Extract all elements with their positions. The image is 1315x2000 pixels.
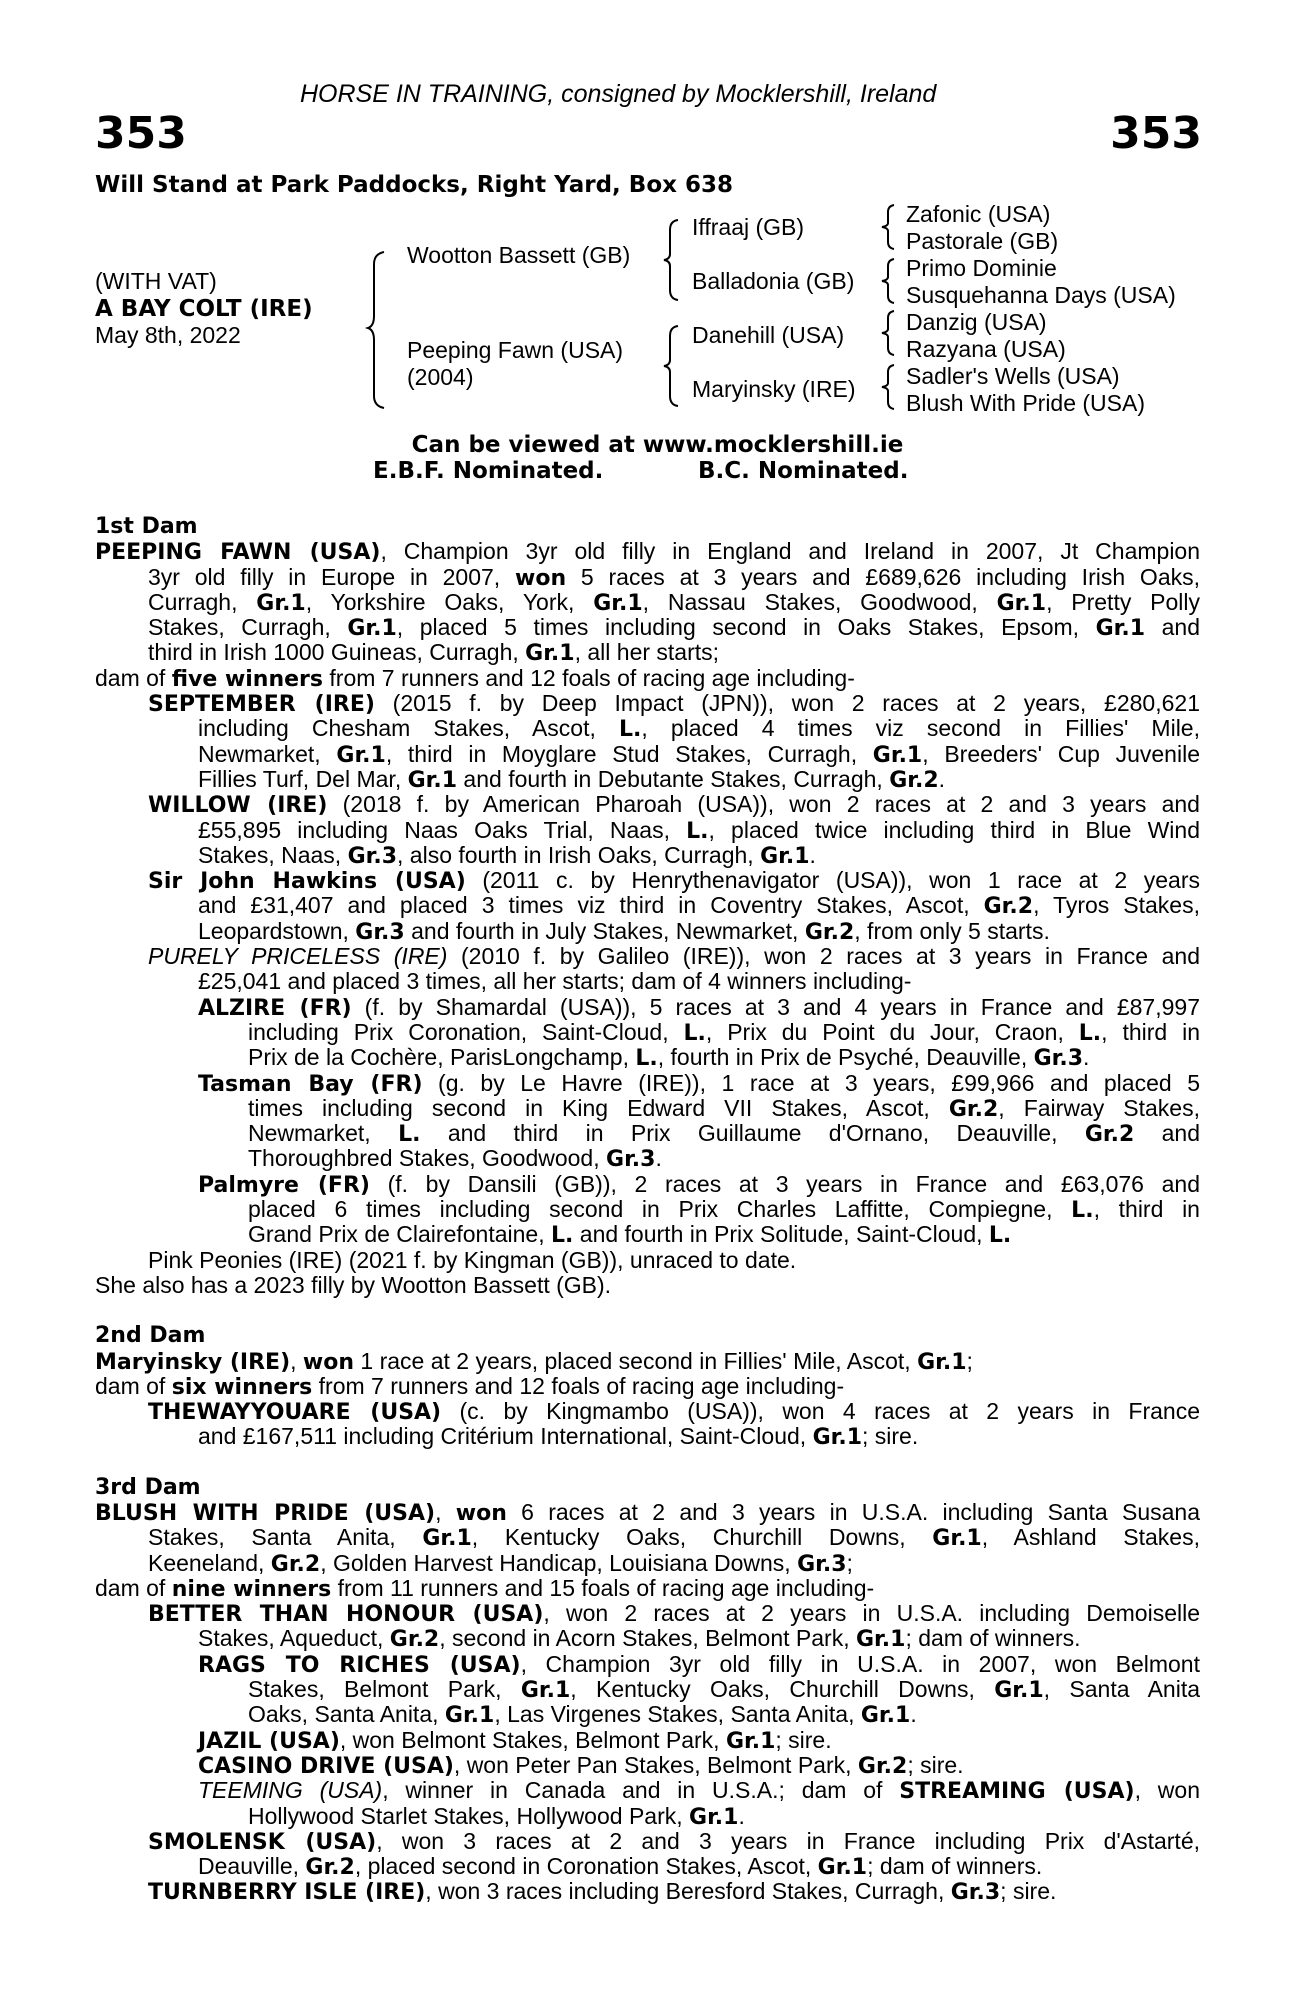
bold-text: BLUSH WITH PRIDE (USA) <box>95 1500 436 1526</box>
text: Stakes, Curragh, <box>148 615 348 641</box>
text: Stakes, Aqueduct, <box>198 1626 390 1652</box>
bold-text: Gr.1 <box>817 1855 868 1880</box>
text: , Pretty Polly <box>1046 589 1200 615</box>
catalogue-line <box>95 615 1200 640</box>
text: , <box>435 1499 456 1525</box>
bold-text: Gr.2 <box>1084 1122 1135 1147</box>
text: 3yr old filly in Europe in 2007, <box>148 564 516 590</box>
bold-text: Gr.1 <box>422 1526 472 1551</box>
bold-text: PEEPING FAWN (USA) <box>95 540 381 565</box>
pedigree-bracket-dd <box>882 364 896 410</box>
bold-text: RAGS TO RICHES (USA) <box>198 1652 521 1678</box>
text: , <box>290 1348 303 1374</box>
pedigree-dam-dam: Maryinsky (IRE) <box>692 376 856 402</box>
bold-text: Gr.3 <box>797 1551 847 1576</box>
text: , Golden Harvest Handicap, Louisiana Downs, <box>320 1550 798 1576</box>
text: ; dam of winners. <box>867 1854 1043 1880</box>
bold-text: Gr.2 <box>270 1551 321 1576</box>
text: , Champion 3yr old filly in U.S.A. in 2007, won Belmont <box>520 1651 1200 1677</box>
bold-text: L. <box>398 1122 421 1147</box>
text: Curragh, <box>148 589 257 615</box>
text: £55,895 including Naas Oaks Trial, Naas, <box>198 817 687 843</box>
text: , Kentucky Oaks, Churchill Downs, <box>570 1677 995 1703</box>
catalogue-line <box>95 767 1200 792</box>
bold-text: L. <box>686 818 709 843</box>
catalogue-line <box>95 1728 1200 1753</box>
text: third in Irish 1000 Guineas, Curragh, <box>148 640 526 666</box>
bold-text: Gr.3 <box>355 919 405 945</box>
catalogue-line <box>95 640 1200 665</box>
bold-text: won <box>302 1349 355 1374</box>
text: Stakes, Naas, <box>198 842 348 868</box>
catalogue-line <box>95 1702 1200 1727</box>
text: , Champion 3yr old filly in England and Ireland in 2007, Jt Champion <box>380 539 1200 565</box>
bold-text: Gr.2 <box>305 1855 355 1880</box>
pedigree-bracket-ss <box>882 204 896 250</box>
bold-text: Gr.1 <box>932 1526 982 1551</box>
bold-text: Gr.1 <box>520 1678 571 1703</box>
bold-text: Gr.1 <box>256 590 306 616</box>
foaling-date: May 8th, 2022 <box>95 322 241 348</box>
bold-text: L. <box>635 1046 658 1071</box>
bold-text: Gr.1 <box>856 1627 906 1652</box>
section-gap <box>95 1298 1200 1323</box>
bold-text: L. <box>1078 1020 1102 1046</box>
catalogue-line <box>95 843 1200 868</box>
text: , third in <box>1101 1019 1200 1045</box>
catalogue-line <box>95 1071 1200 1096</box>
section-gap <box>95 1450 1200 1475</box>
text: . <box>938 766 946 792</box>
catalogue-line <box>95 919 1200 944</box>
bold-text: Gr.1 <box>812 1425 862 1450</box>
text: . <box>655 1146 662 1172</box>
bold-text: THEWAYYOUARE (USA) <box>148 1400 442 1425</box>
catalogue-line <box>95 1854 1200 1879</box>
text: Grand Prix de Clairefontaine, <box>248 1222 551 1248</box>
pedigree-ddd: Blush With Pride (USA) <box>906 390 1146 416</box>
bold-text: Gr.1 <box>725 1728 776 1753</box>
bold-text: TURNBERRY ISLE (IRE) <box>148 1880 426 1905</box>
pedigree-bracket-sire <box>664 218 680 302</box>
bold-text: SEPTEMBER (IRE) <box>148 692 375 717</box>
bold-text: Gr.2 <box>389 1627 440 1652</box>
bold-text: Gr.1 <box>860 1703 911 1728</box>
text: , fourth in Prix de Psyché, Deauville, <box>657 1045 1034 1071</box>
bold-text: ALZIRE (FR) <box>198 995 352 1020</box>
bold-text: JAZIL (USA) <box>198 1728 340 1753</box>
catalogue-line <box>95 1172 1200 1197</box>
bold-text: L. <box>551 1223 574 1248</box>
pedigree-sire: Wootton Bassett (GB) <box>407 242 631 268</box>
text: , winner in Canada and in U.S.A.; dam of <box>382 1778 900 1804</box>
text: , placed 4 times viz second in Fillies' Mile, <box>641 716 1200 742</box>
bold-text: five winners <box>171 666 324 692</box>
text: ; dam of winners. <box>905 1626 1081 1652</box>
catalogue-line <box>95 1829 1200 1854</box>
text: . <box>738 1803 745 1829</box>
catalogue-line <box>95 1424 1200 1449</box>
bold-text: Gr.3 <box>347 843 398 869</box>
text: from 7 runners and 12 foals of racing age including- <box>312 1373 845 1399</box>
catalogue-line <box>95 1626 1200 1651</box>
bold-text: Gr.2 <box>948 1096 999 1122</box>
text: Hollywood Starlet Stakes, Hollywood Park, <box>248 1803 690 1829</box>
bold-text: Gr.2 <box>983 894 1034 919</box>
section-heading <box>95 1323 1200 1348</box>
catalogue-line <box>95 666 1200 691</box>
text: from 7 runners and 12 foals of racing age including- <box>323 665 855 691</box>
catalogue-line <box>95 1551 1200 1576</box>
pedigree-dss: Danzig (USA) <box>906 309 1047 335</box>
pedigree-sire-sire: Iffraaj (GB) <box>692 214 805 240</box>
bold-text: Gr.3 <box>1033 1046 1084 1071</box>
catalogue-line <box>95 893 1200 918</box>
catalogue-line <box>95 1601 1200 1626</box>
catalogue-line <box>95 1248 1200 1273</box>
text: Newmarket, <box>248 1121 399 1147</box>
section-heading <box>95 1475 1200 1500</box>
bold-text: Gr.2 <box>857 1753 908 1779</box>
catalogue-line <box>95 1399 1200 1424</box>
bold-text: Gr.1 <box>872 742 923 767</box>
catalogue-line <box>95 1374 1200 1399</box>
bold-text: Gr.1 <box>760 843 810 869</box>
text: 1 race at 2 years, placed second in Fillies' Mile, Ascot, <box>354 1348 918 1374</box>
bold-text: Gr.1 <box>593 590 643 616</box>
text: , won Belmont Stakes, Belmont Park, <box>339 1727 726 1753</box>
catalogue-line <box>95 1096 1200 1121</box>
bold-text: L. <box>618 717 642 742</box>
text: , won 2 races at 2 years in U.S.A. including Demoiselle <box>543 1601 1200 1627</box>
pedigree-sss: Zafonic (USA) <box>906 201 1051 227</box>
text: and fourth in Prix Solitude, Saint-Cloud, <box>573 1222 989 1248</box>
text: ; <box>846 1550 853 1576</box>
catalogue-line <box>95 969 1200 994</box>
catalogue-body <box>95 514 1200 1905</box>
catalogue-line <box>95 590 1200 615</box>
vat-label: (WITH VAT) <box>95 268 217 294</box>
pedigree-dam-sire: Danehill (USA) <box>692 322 845 348</box>
bold-text: nine winners <box>171 1576 332 1602</box>
text: and fourth in July Stakes, Newmarket, <box>404 918 805 944</box>
bold-text: 2nd Dam <box>95 1323 206 1349</box>
catalogue-line <box>95 691 1200 716</box>
text: (2011 c. by Henrythenavigator (USA)), won 1 race at 2 years <box>465 868 1200 894</box>
catalogue-line <box>95 1197 1200 1222</box>
pedigree-sire-dam: Balladonia (GB) <box>692 268 855 294</box>
catalogue-line <box>95 1778 1200 1803</box>
text: ; sire. <box>1000 1879 1057 1905</box>
catalogue-line <box>95 792 1200 817</box>
text: , Ashland Stakes, <box>981 1525 1200 1551</box>
text: Oaks, Santa Anita, <box>248 1702 445 1728</box>
bold-text: L. <box>683 1020 706 1046</box>
text: 6 races at 2 and 3 years in U.S.A. including Santa Susana <box>506 1499 1200 1525</box>
pedigree-dam-year: (2004) <box>407 364 474 390</box>
pedigree-dam: Peeping Fawn (USA) <box>407 337 624 363</box>
pedigree-bracket-sd <box>882 258 896 304</box>
text: ; <box>966 1348 973 1374</box>
text: , won 3 races including Beresford Stakes, Curragh, <box>425 1879 951 1905</box>
text: , all her starts; <box>574 640 720 666</box>
text: , Las Virgenes Stakes, Santa Anita, <box>494 1702 861 1728</box>
text: times including second in King Edward VII Stakes, Ascot, <box>248 1095 949 1121</box>
catalogue-line <box>95 1652 1200 1677</box>
catalogue-line <box>95 868 1200 893</box>
text: , placed 5 times including second in Oaks Stakes, Epsom, <box>396 615 1096 641</box>
catalogue-line <box>95 742 1200 767</box>
lot-number-left: 353 <box>95 108 187 159</box>
catalogue-line <box>95 1677 1200 1702</box>
text: , won <box>1134 1778 1200 1804</box>
text: placed 6 times including second in Prix Charles Laffitte, Compiegne, <box>248 1197 1072 1223</box>
text: , Santa Anita <box>1043 1677 1200 1703</box>
text: dam of <box>95 1373 172 1399</box>
text: from 11 runners and 15 foals of racing age including- <box>331 1575 875 1601</box>
bold-text: 1st Dam <box>95 514 198 539</box>
text: , Nassau Stakes, Goodwood, <box>642 589 997 615</box>
bold-text: Gr.1 <box>347 616 397 641</box>
text: , placed twice including third in Blue Wind <box>708 817 1200 843</box>
bold-text: CASINO DRIVE (USA) <box>198 1753 454 1779</box>
text: including Prix Coronation, Saint-Cloud, <box>248 1019 684 1045</box>
text: (f. by Shamardal (USA)), 5 races at 3 and 4 years in France and £87,997 <box>351 994 1200 1020</box>
bold-text: Gr.2 <box>804 919 855 945</box>
catalogue-line <box>95 1045 1200 1070</box>
text: (g. by Le Havre (IRE)), 1 race at 3 years, £99,966 and placed 5 <box>422 1070 1200 1096</box>
text: ; sire. <box>862 1424 919 1450</box>
pedigree-bracket-ds <box>882 310 896 356</box>
bold-text: Gr.1 <box>336 742 386 767</box>
catalogue-line <box>95 1349 1200 1374</box>
ebf-nominated: E.B.F. Nominated. <box>373 458 604 484</box>
text: (c. by Kingmambo (USA)), won 4 races at 2 years in France <box>441 1399 1200 1425</box>
text: , from only 5 starts. <box>854 918 1050 944</box>
bold-text: Maryinsky (IRE) <box>95 1349 291 1374</box>
bold-text: Gr.3 <box>950 1880 1001 1905</box>
text: . <box>809 842 816 868</box>
text: ; sire. <box>775 1727 832 1753</box>
bold-text: Gr.1 <box>1095 616 1146 641</box>
text: , Prix du Point du Jour, Craon, <box>705 1019 1079 1045</box>
bold-text: BETTER THAN HONOUR (USA) <box>148 1602 544 1627</box>
catalogue-line <box>95 1576 1200 1601</box>
catalogue-line <box>95 565 1200 590</box>
catalogue-line <box>95 1222 1200 1247</box>
text: Stakes, Santa Anita, <box>148 1525 423 1551</box>
text: , won Peter Pan Stakes, Belmont Park, <box>453 1752 858 1778</box>
text: Prix de la Cochère, ParisLongchamp, <box>248 1045 636 1071</box>
text: . <box>1083 1045 1090 1071</box>
text: (2018 f. by American Pharoah (USA)), won 2 races at 2 and 3 years and <box>327 792 1200 818</box>
bold-text: L. <box>988 1223 1012 1248</box>
bold-text: Gr.2 <box>889 767 939 793</box>
text: including Chesham Stakes, Ascot, <box>198 716 619 742</box>
bold-text: WILLOW (IRE) <box>148 793 328 818</box>
text: , Kentucky Oaks, Churchill Downs, <box>471 1525 933 1551</box>
lot-number-right: 353 <box>1110 108 1202 159</box>
bold-text: Palmyre (FR) <box>198 1172 370 1198</box>
text: . <box>910 1702 917 1728</box>
text: , won 3 races at 2 and 3 years in France including Prix d'Astarté, <box>376 1828 1200 1854</box>
pedigree-dsd: Razyana (USA) <box>906 336 1066 362</box>
text: Thoroughbred Stakes, Goodwood, <box>248 1146 607 1172</box>
pedigree-bracket-dam <box>664 324 680 408</box>
text: Pink Peonies (IRE) (2021 f. by Kingman (GB)), unraced to date. <box>148 1247 797 1273</box>
text: Newmarket, <box>198 741 337 767</box>
catalogue-line <box>95 1273 1200 1298</box>
bold-text: won <box>455 1500 507 1526</box>
text: Keeneland, <box>148 1550 271 1576</box>
catalogue-line <box>95 1146 1200 1171</box>
bold-text: six winners <box>171 1374 313 1400</box>
text: Fillies Turf, Del Mar, <box>198 766 408 792</box>
text: , third in Moyglare Stud Stakes, Curragh, <box>385 741 873 767</box>
pedigree-bracket-main <box>368 250 386 410</box>
text: and third in Prix Guillaume d'Ornano, Deauville, <box>420 1121 1085 1147</box>
text: (2015 f. by Deep Impact (JPN)), won 2 races at 2 years, £280,621 <box>374 691 1200 717</box>
bold-text: 3rd Dam <box>95 1474 201 1500</box>
bold-text: Gr.1 <box>994 1678 1044 1703</box>
text: , Tyros Stakes, <box>1033 893 1200 919</box>
bc-nominated: B.C. Nominated. <box>698 458 909 484</box>
catalogue-line <box>95 1020 1200 1045</box>
bold-text: Gr.1 <box>525 641 575 666</box>
bold-text: won <box>515 565 567 590</box>
stand-location: Will Stand at Park Paddocks, Right Yard, Box 638 <box>95 172 733 198</box>
catalogue-line <box>95 1500 1200 1525</box>
text: , Breeders' Cup Juvenile <box>922 741 1200 767</box>
catalogue-line <box>95 995 1200 1020</box>
text: and <box>1145 615 1200 641</box>
text: Stakes, Belmont Park, <box>248 1677 521 1703</box>
bold-text: Gr.3 <box>606 1147 656 1172</box>
bold-text: Gr.1 <box>407 767 458 793</box>
pedigree-ssd: Pastorale (GB) <box>906 228 1059 254</box>
text: dam of <box>95 665 172 691</box>
text: , Yorkshire Oaks, York, <box>305 589 594 615</box>
catalogue-line <box>95 716 1200 741</box>
horse-name: A BAY COLT (IRE) <box>95 296 313 322</box>
text: (f. by Dansili (GB)), 2 races at 3 years in France and £63,076 and <box>369 1171 1200 1197</box>
catalogue-line <box>95 1753 1200 1778</box>
bold-text: Gr.1 <box>689 1804 739 1829</box>
catalogue-line <box>95 944 1200 969</box>
catalogue-line <box>95 818 1200 843</box>
pedigree-dds: Sadler's Wells (USA) <box>906 363 1120 389</box>
italic-text: TEEMING (USA) <box>198 1778 383 1804</box>
text: and <box>1134 1121 1200 1147</box>
bold-text: Gr.1 <box>996 590 1047 616</box>
bold-text: Tasman Bay (FR) <box>198 1071 423 1096</box>
catalogue-line <box>95 1804 1200 1829</box>
bold-text: L. <box>1071 1198 1094 1223</box>
text: (2010 f. by Galileo (IRE)), won 2 races at 3 years in France and <box>447 944 1200 970</box>
catalogue-line <box>95 1121 1200 1146</box>
text: She also has a 2023 filly by Wootton Bassett (GB). <box>95 1272 612 1298</box>
section-heading <box>95 514 1200 539</box>
text: , Fairway Stakes, <box>998 1095 1200 1121</box>
bold-text: Gr.1 <box>444 1703 495 1728</box>
pedigree-sdd: Susquehanna Days (USA) <box>906 282 1176 308</box>
bold-text: STREAMING (USA) <box>899 1779 1135 1804</box>
text: and £167,511 including Critérium International, Saint-Cloud, <box>198 1424 813 1450</box>
pedigree-sds: Primo Dominie <box>906 255 1057 281</box>
catalogue-line <box>95 1879 1200 1904</box>
text: dam of <box>95 1575 172 1601</box>
text: Leopardstown, <box>198 918 356 944</box>
italic-text: PURELY PRICELESS (IRE) <box>148 944 448 970</box>
text: 5 races at 3 years and £689,626 including Irish Oaks, <box>566 564 1200 590</box>
text: ; sire. <box>907 1752 964 1778</box>
catalogue-line <box>95 539 1200 564</box>
text: , also fourth in Irish Oaks, Curragh, <box>397 842 761 868</box>
text: £25,041 and placed 3 times, all her starts; dam of 4 winners including- <box>198 969 912 995</box>
viewing-note: Can be viewed at www.mocklershill.ie <box>411 432 904 458</box>
bold-text: Sir John Hawkins (USA) <box>148 869 466 894</box>
catalogue-line <box>95 1525 1200 1550</box>
text: Deauville, <box>198 1854 306 1880</box>
text: , placed second in Coronation Stakes, Ascot, <box>354 1854 818 1880</box>
text: and £31,407 and placed 3 times viz third in Coventry Stakes, Ascot, <box>198 893 984 919</box>
bold-text: SMOLENSK (USA) <box>148 1829 377 1855</box>
text: and fourth in Debutante Stakes, Curragh, <box>457 766 890 792</box>
text: , third in <box>1093 1197 1200 1223</box>
text: , second in Acorn Stakes, Belmont Park, <box>439 1626 856 1652</box>
consignment-line: HORSE IN TRAINING, consigned by Mocklershill, Ireland <box>300 80 937 108</box>
bold-text: Gr.1 <box>917 1349 967 1374</box>
